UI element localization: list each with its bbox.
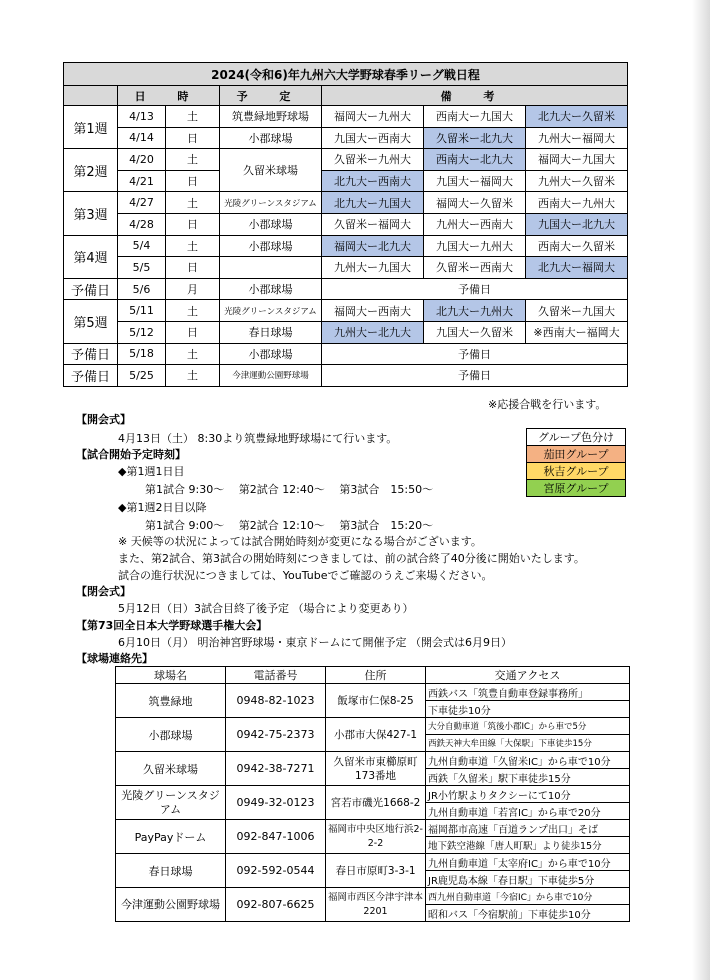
reserve-cell: 予備日 bbox=[322, 365, 628, 387]
day-cell: 土 bbox=[166, 106, 220, 128]
header-remarks: 備 考 bbox=[322, 86, 628, 106]
venue-phone: 092-847-1006 bbox=[226, 820, 326, 854]
game-cell: 九国大ー北九大 bbox=[526, 213, 628, 235]
heading-opening: 【開会式】 bbox=[76, 413, 131, 426]
date-cell: 4/13 bbox=[118, 106, 166, 128]
table-row bbox=[64, 300, 628, 322]
venue-access: 西鉄「久留米」駅下車徒歩15分 bbox=[426, 769, 630, 786]
header-address: 住所 bbox=[326, 667, 426, 684]
date-cell: 5/18 bbox=[118, 343, 166, 365]
date-cell: 5/6 bbox=[118, 278, 166, 300]
day-cell: 土 bbox=[166, 149, 220, 171]
venue-address: 宮若市磯光1668-2 bbox=[326, 786, 426, 820]
week-label: 第5週 bbox=[64, 300, 118, 343]
legend-title: グループ色分け bbox=[527, 429, 626, 446]
day-cell: 土 bbox=[166, 365, 220, 387]
game-cell: 九州大ー北九大 bbox=[322, 321, 424, 343]
table-row bbox=[116, 888, 630, 905]
venue-cell: 筑豊緑地野球場 bbox=[220, 106, 322, 128]
venue-phone: 092-592-0544 bbox=[226, 854, 326, 888]
day-cell: 日 bbox=[166, 170, 220, 192]
game-cell: 九州大ー福岡大 bbox=[526, 127, 628, 149]
day-cell: 土 bbox=[166, 192, 220, 214]
venue-access: 下車徒歩10分 bbox=[426, 701, 630, 718]
venue-cell bbox=[220, 257, 322, 279]
venue-access: 西鉄バス「筑豊自動車登録事務所」 bbox=[426, 684, 630, 701]
venue-phone: 0942-75-2373 bbox=[226, 718, 326, 752]
game-cell: 福岡大ー北九大 bbox=[322, 235, 424, 257]
venue-name: 筑豊緑地 bbox=[116, 684, 226, 718]
day-cell: 日 bbox=[166, 257, 220, 279]
date-cell: 5/5 bbox=[118, 257, 166, 279]
table-row bbox=[64, 235, 628, 257]
day-cell: 月 bbox=[166, 278, 220, 300]
later-days-label: ◆第1週2日目以降 bbox=[118, 501, 207, 514]
table-row bbox=[116, 820, 630, 837]
legend-item: 秋吉グループ bbox=[527, 463, 626, 480]
week1-day1-times: 第1試合 9:30～ 第2試合 12:40～ 第3試合 15:50～ bbox=[145, 483, 434, 496]
venue-phone: 0948-82-1023 bbox=[226, 684, 326, 718]
day-cell: 日 bbox=[166, 213, 220, 235]
venue-access: 福岡都市高速「百道ランプ出口」そば bbox=[426, 820, 630, 837]
game-cell: 西南大ー九州大 bbox=[526, 192, 628, 214]
venue-address: 春日市原町3-3-1 bbox=[326, 854, 426, 888]
venue-address: 小郡市大保427-1 bbox=[326, 718, 426, 752]
national-text: 6月10日（月） 明治神宮野球場・東京ドームにて開催予定 （開会式は6月9日） bbox=[118, 636, 512, 649]
game-cell: 九国大ー西南大 bbox=[322, 127, 424, 149]
venue-access: 九州自動車道「太宰府IC」から車で10分 bbox=[426, 854, 630, 871]
game-cell: 久留米ー西南大 bbox=[424, 257, 526, 279]
heading-closing: 【閉会式】 bbox=[76, 585, 131, 598]
week-label: 予備日 bbox=[64, 278, 118, 300]
header-date: 日 時 bbox=[118, 86, 220, 106]
game-cell: 北九大ー九国大 bbox=[322, 192, 424, 214]
venue-access: 西鉄天神大牟田線「大保駅」下車徒歩15分 bbox=[426, 735, 630, 752]
table-row bbox=[116, 786, 630, 803]
legend-item: 宮原グループ bbox=[527, 480, 626, 497]
game-cell: 北九大ー九州大 bbox=[424, 300, 526, 322]
day-cell: 日 bbox=[166, 321, 220, 343]
reserve-cell: 予備日 bbox=[322, 343, 628, 365]
week1-day1-label: ◆第1週1日目 bbox=[118, 465, 185, 478]
venue-name: 小郡球場 bbox=[116, 718, 226, 752]
week-label: 第4週 bbox=[64, 235, 118, 278]
venue-address: 久留米市東櫛原町173番地 bbox=[326, 752, 426, 786]
date-cell: 4/28 bbox=[118, 213, 166, 235]
game-cell: 北九大ー福岡大 bbox=[526, 257, 628, 279]
table-row bbox=[64, 170, 628, 192]
table-row bbox=[116, 718, 630, 735]
start-note-2: また、第2試合、第3試合の開始時刻につきましては、前の試合終了40分後に開始いたします。 bbox=[118, 552, 585, 565]
date-cell: 4/21 bbox=[118, 170, 166, 192]
heading-contacts: 【球場連絡先】 bbox=[76, 652, 153, 665]
game-cell: 西南大ー久留米 bbox=[526, 235, 628, 257]
header-access: 交通アクセス bbox=[426, 667, 630, 684]
game-cell: 九州大ー西南大 bbox=[424, 213, 526, 235]
venue-access: 西九州自動車道「今宿IC」から車で10分 bbox=[426, 888, 630, 905]
game-cell: 久留米ー九州大 bbox=[322, 149, 424, 171]
closing-text: 5月12日（日）3試合目終了後予定 （場合により変更あり） bbox=[118, 602, 414, 615]
game-cell: 久留米ー福岡大 bbox=[322, 213, 424, 235]
game-cell: 九国大ー九州大 bbox=[424, 235, 526, 257]
table-row bbox=[64, 213, 628, 235]
venue-phone: 0942-38-7271 bbox=[226, 752, 326, 786]
date-cell: 5/12 bbox=[118, 321, 166, 343]
game-cell: 九国大ー久留米 bbox=[424, 321, 526, 343]
start-note-3: 試合の進行状況につきましては、YouTubeでご確認のうえご来場ください。 bbox=[118, 569, 493, 582]
week-label: 第3週 bbox=[64, 192, 118, 235]
venue-cell: 小郡球場 bbox=[220, 213, 322, 235]
table-row bbox=[116, 854, 630, 871]
game-cell: 九州大ー久留米 bbox=[526, 170, 628, 192]
venue-access: JR鹿児島本線「春日駅」下車徒歩5分 bbox=[426, 871, 630, 888]
table-row bbox=[64, 106, 628, 128]
venue-cell: 光陵グリーンスタジアム bbox=[220, 300, 322, 322]
date-cell: 4/20 bbox=[118, 149, 166, 171]
schedule-title: 2024(令和6)年九州六大学野球春季リーグ戦日程 bbox=[64, 63, 628, 86]
schedule-table bbox=[63, 62, 628, 387]
venue-access: 地下鉄空港線「唐人町駅」より徒歩15分 bbox=[426, 837, 630, 854]
venue-cell: 今津運動公園野球場 bbox=[220, 365, 322, 387]
venue-access: JR小竹駅よりタクシーにて10分 bbox=[426, 786, 630, 803]
heading-national: 【第73回全日本大学野球選手権大会】 bbox=[76, 619, 268, 632]
header-phone: 電話番号 bbox=[226, 667, 326, 684]
day-cell: 土 bbox=[166, 235, 220, 257]
game-cell: 西南大ー北九大 bbox=[424, 149, 526, 171]
venue-cell: 光陵グリーンスタジアム bbox=[220, 192, 322, 214]
day-cell: 土 bbox=[166, 300, 220, 322]
date-cell: 4/27 bbox=[118, 192, 166, 214]
heading-start-times: 【試合開始予定時刻】 bbox=[76, 448, 186, 461]
date-cell: 5/4 bbox=[118, 235, 166, 257]
venue-name: PayPayドーム bbox=[116, 820, 226, 854]
footnote-cheering: ※応援合戦を行います。 bbox=[488, 398, 607, 411]
venue-cell: 小郡球場 bbox=[220, 127, 322, 149]
venue-name: 春日球場 bbox=[116, 854, 226, 888]
date-cell: 5/11 bbox=[118, 300, 166, 322]
week-label: 予備日 bbox=[64, 365, 118, 387]
game-cell: 久留米ー北九大 bbox=[424, 127, 526, 149]
opening-text: 4月13日（土） 8:30より筑豊緑地野球場にて行います。 bbox=[118, 432, 398, 445]
table-row bbox=[64, 127, 628, 149]
week-label: 第2週 bbox=[64, 149, 118, 192]
table-row bbox=[64, 192, 628, 214]
legend-item: 茄田グループ bbox=[527, 446, 626, 463]
table-row bbox=[64, 365, 628, 387]
venue-access: 九州自動車道「若宮IC」から車で20分 bbox=[426, 803, 630, 820]
week-label: 予備日 bbox=[64, 343, 118, 365]
game-cell: 福岡大ー九国大 bbox=[526, 149, 628, 171]
group-legend bbox=[526, 428, 626, 497]
venue-access: 昭和バス「今宿駅前」下車徒歩10分 bbox=[426, 905, 630, 922]
game-cell: 西南大ー九国大 bbox=[424, 106, 526, 128]
venue-cell: 春日球場 bbox=[220, 321, 322, 343]
game-cell: 北九大ー久留米 bbox=[526, 106, 628, 128]
game-cell: 九州大ー九国大 bbox=[322, 257, 424, 279]
table-row bbox=[116, 752, 630, 769]
venue-address: 福岡市西区今津宇津本2201 bbox=[326, 888, 426, 922]
venue-phone: 092-807-6625 bbox=[226, 888, 326, 922]
table-row bbox=[64, 321, 628, 343]
venue-cell: 久留米球場 bbox=[220, 149, 322, 192]
venue-access: 大分自動車道「筑後小郡IC」から車で5分 bbox=[426, 718, 630, 735]
venue-address: 福岡市中央区地行浜2-2-2 bbox=[326, 820, 426, 854]
date-cell: 5/25 bbox=[118, 365, 166, 387]
table-row bbox=[64, 278, 628, 300]
game-cell: 北九大ー西南大 bbox=[322, 170, 424, 192]
day-cell: 土 bbox=[166, 343, 220, 365]
date-cell: 4/14 bbox=[118, 127, 166, 149]
day-cell: 日 bbox=[166, 127, 220, 149]
venue-access: 九州自動車道「久留米IC」から車で10分 bbox=[426, 752, 630, 769]
venue-cell: 小郡球場 bbox=[220, 235, 322, 257]
game-cell: ※西南大ー福岡大 bbox=[526, 321, 628, 343]
later-days-times: 第1試合 9:00～ 第2試合 12:10～ 第3試合 15:20～ bbox=[145, 519, 434, 532]
header-venue-name: 球場名 bbox=[116, 667, 226, 684]
venue-phone: 0949-32-0123 bbox=[226, 786, 326, 820]
game-cell: 久留米ー九国大 bbox=[526, 300, 628, 322]
venue-cell: 小郡球場 bbox=[220, 343, 322, 365]
page-edge-shadow bbox=[692, 0, 710, 980]
start-note-1: ※ 天候等の状況によっては試合開始時刻が変更になる場合がございます。 bbox=[118, 535, 482, 548]
table-row bbox=[64, 343, 628, 365]
header-venue: 予 定 bbox=[220, 86, 322, 106]
table-row bbox=[64, 257, 628, 279]
venue-cell: 小郡球場 bbox=[220, 278, 322, 300]
table-row bbox=[64, 149, 628, 171]
reserve-cell: 予備日 bbox=[322, 278, 628, 300]
venue-name: 久留米球場 bbox=[116, 752, 226, 786]
venue-name: 光陵グリーンスタジアム bbox=[116, 786, 226, 820]
game-cell: 福岡大ー西南大 bbox=[322, 300, 424, 322]
week-label: 第1週 bbox=[64, 106, 118, 149]
venue-contact-table bbox=[115, 666, 630, 922]
table-row bbox=[116, 684, 630, 701]
venue-name: 今津運動公園野球場 bbox=[116, 888, 226, 922]
venue-address: 飯塚市仁保8-25 bbox=[326, 684, 426, 718]
game-cell: 九国大ー福岡大 bbox=[424, 170, 526, 192]
game-cell: 福岡大ー九州大 bbox=[322, 106, 424, 128]
game-cell: 福岡大ー久留米 bbox=[424, 192, 526, 214]
